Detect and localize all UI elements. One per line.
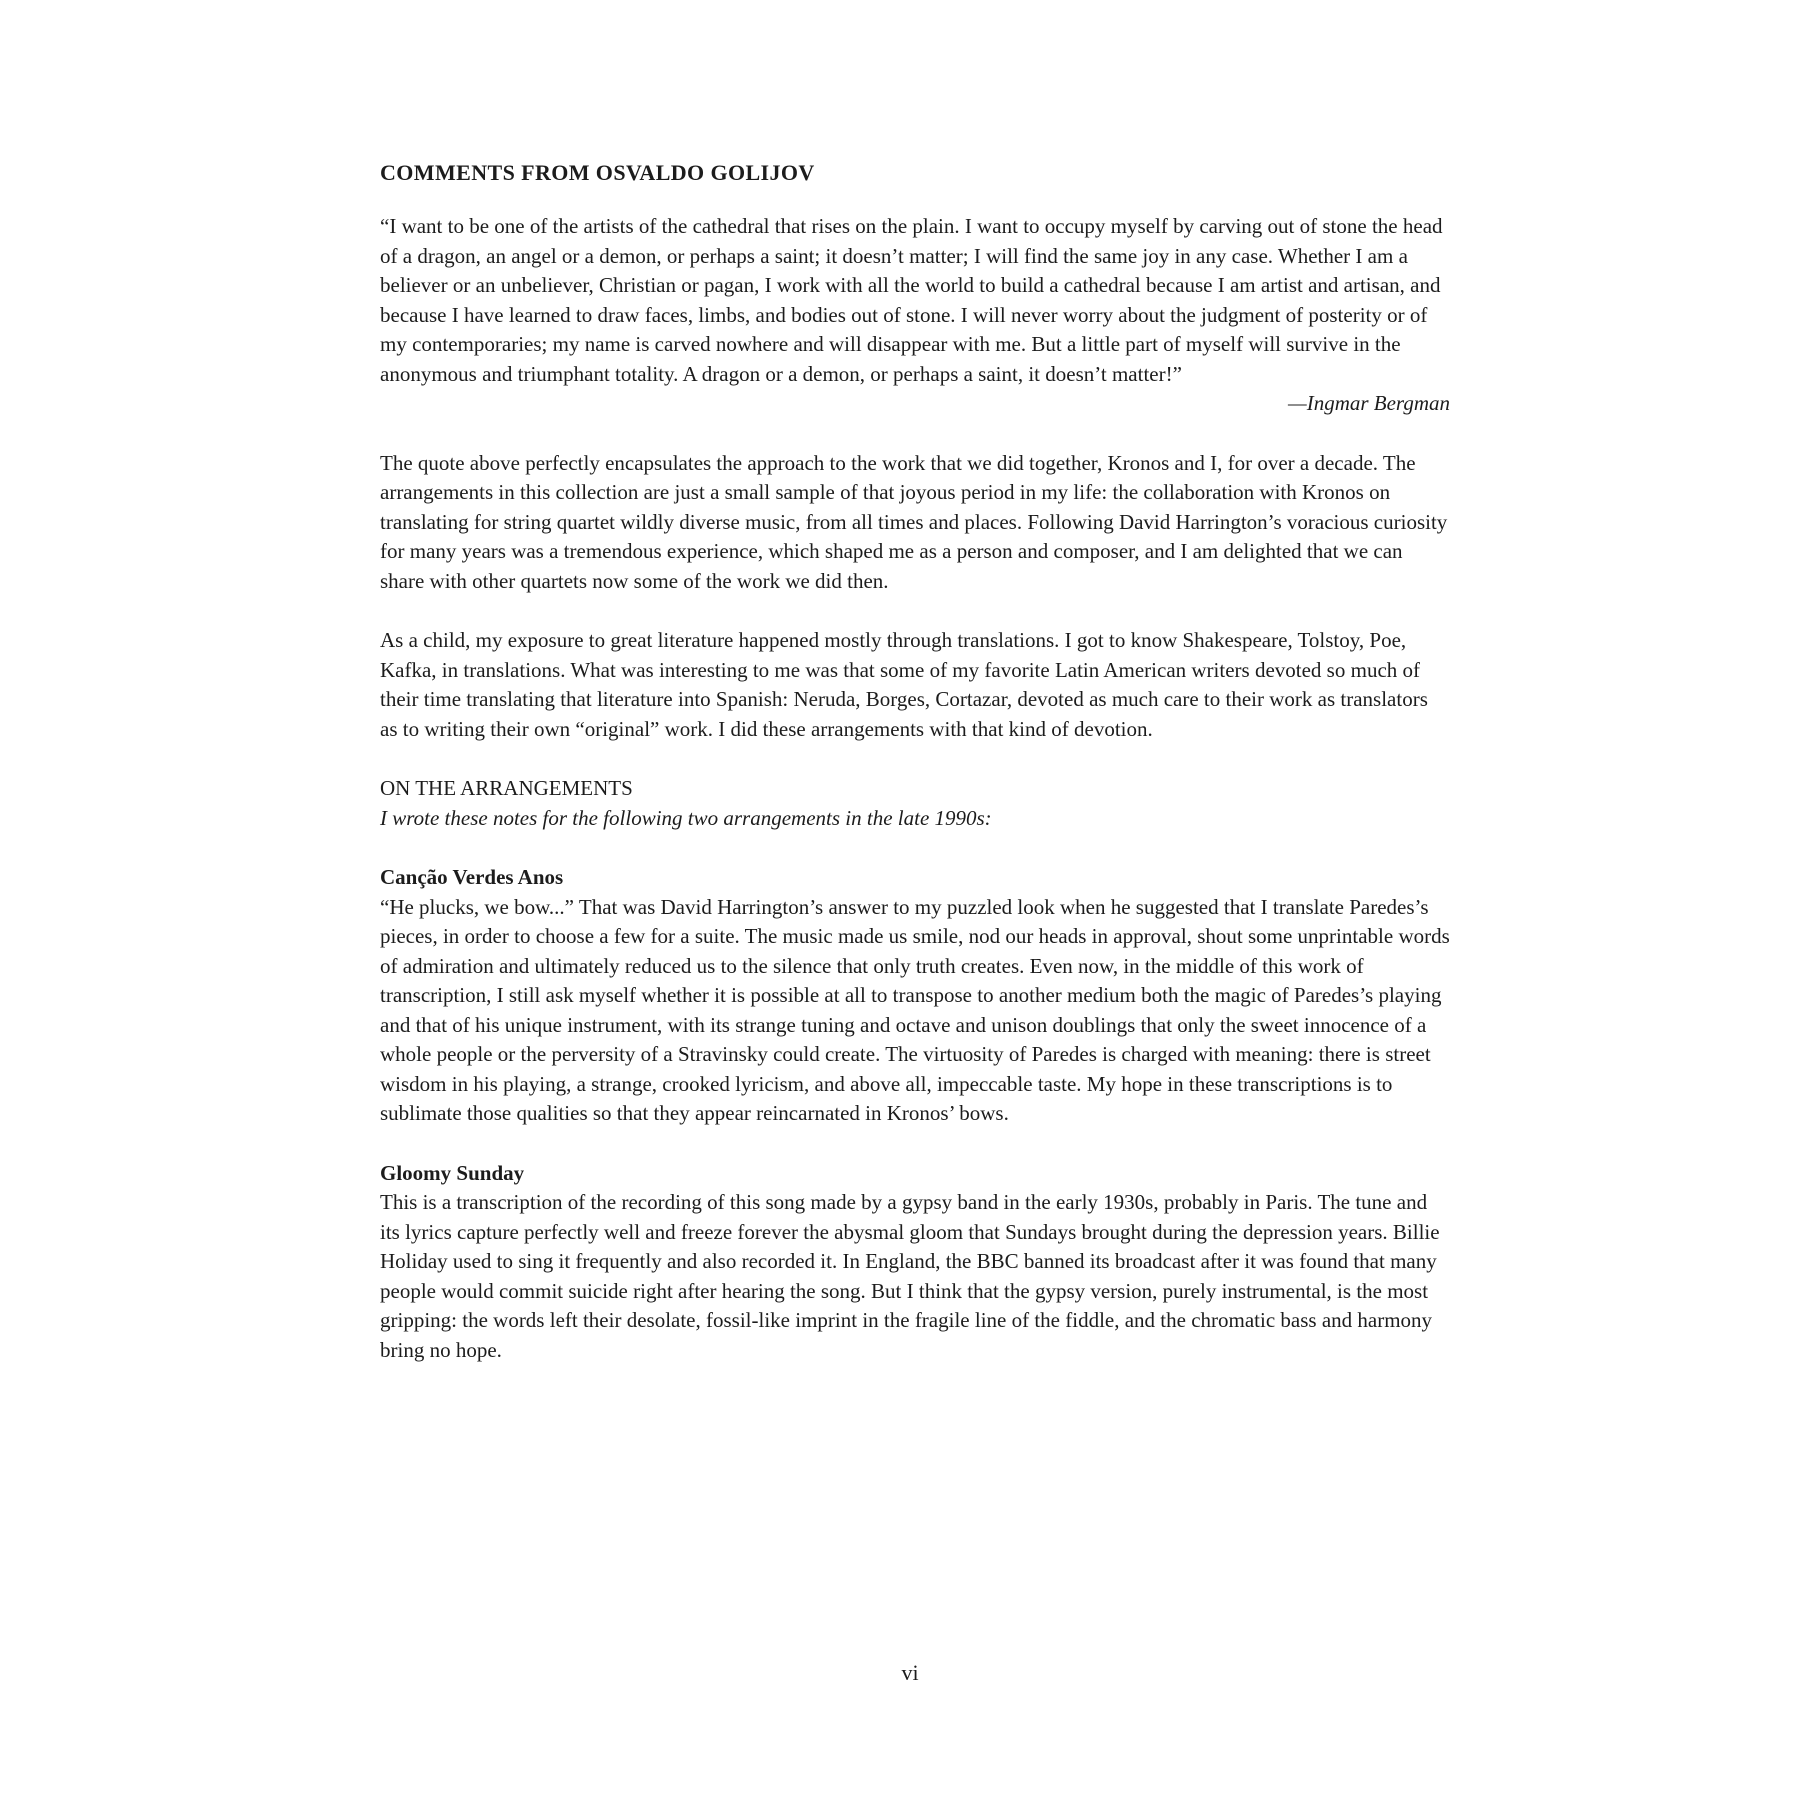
epigraph-attribution: —Ingmar Bergman [1288, 391, 1450, 415]
piece-text-gloomy-sunday: This is a transcription of the recording of this song made by a gypsy band in the early 1930s, probably in Paris. The tune and its lyrics capture perfectly well and freeze forever the abysmal gloom that Sundays brought during the depression years. Billie Holiday used to sing it frequently and also recorded it. In England, the BBC banned its broadcast after it was found that many people would commit suicide right after hearing the song. But I think that the gypsy version, purely instrumental, is the most gripping: the words left their desolate, fossil-like imprint in the fragile line of the fiddle, and the chromatic bass and harmony bring no hope. [380, 1190, 1440, 1362]
epigraph-quote: “I want to be one of the artists of the cathedral that rises on the plain. I want to occupy myself by carving out of stone the head of a dragon, an angel or a demon, or perhaps a saint; it doesn’t matter; I will find the same joy in any case. Whether I am a believer or an unbeliever, Christian or pagan, I work with all the world to build a cathedral because I am artist and artisan, and because I have learned to draw faces, limbs, and bodies out of stone. I will never worry about the judgment of posterity or of my contemporaries; my name is carved nowhere and will disappear with me. But a little part of myself will survive in the anonymous and triumphant totality. A dragon or a demon, or perhaps a saint, it doesn’t matter!” [380, 214, 1443, 386]
page-number: vi [901, 1660, 919, 1685]
paragraph-intro: The quote above perfectly encapsulates the approach to the work that we did together, Kronos and I, for over a decade. The arrangements in this collection are just a small sample of that joyous period in my life: the collaboration with Kronos on translating for string quartet wildly diverse music, from all times and places. Following David Harrington’s voracious curiosity for many years was a tremendous experience, which shaped me as a person and composer, and I am delighted that we can share with other quartets now some of the work we did then. [380, 450, 1448, 593]
paragraph-translations: As a child, my exposure to great literature happened mostly through translations. I got to know Shakespeare, Tolstoy, Poe, Kafka, in translations. What was interesting to me was that some of my favorite Latin American writers devoted so much of their time translating that literature into Spanish: Neruda, Borges, Cortazar, devoted as much care to their work as translators as to writing their own “original” work. I did these arrangements with that kind of devotion. [380, 628, 1428, 741]
section-heading: ON THE ARRANGEMENTS [380, 776, 633, 800]
piece-title-gloomy-sunday: Gloomy Sunday [380, 1160, 525, 1185]
page-body [380, 160, 1450, 1365]
piece-title-cancao: Canção Verdes Anos [380, 865, 564, 889]
section-note: I wrote these notes for the following two arrangements in the late 1990s: [380, 805, 992, 830]
piece-text-cancao: “He plucks, we bow...” That was David Harrington’s answer to my puzzled look when he suggested that I translate Paredes’s pieces, in order to choose a few for a suite. The music made us smile, nod our heads in approval, shout some unprintable words of admiration and ultimately reduced us to the silence that only truth creates. Even now, in the middle of this work of transcription, I still ask myself whether it is possible at all to transpose to another medium both the magic of Paredes’s playing and that of his unique instrument, with its strange tuning and octave and unison doublings that only the sweet innocence of a whole people or the perversity of a Stravinsky could create. The virtuosity of Paredes is charged with meaning: there is street wisdom in his playing, a strange, crooked lyricism, and above all, impeccable taste. My hope in these transcriptions is to sublimate those qualities so that they appear reincarnated in Kronos’ bows. [380, 894, 1450, 1125]
page-title: COMMENTS FROM OSVALDO GOLIJOV [380, 160, 815, 185]
